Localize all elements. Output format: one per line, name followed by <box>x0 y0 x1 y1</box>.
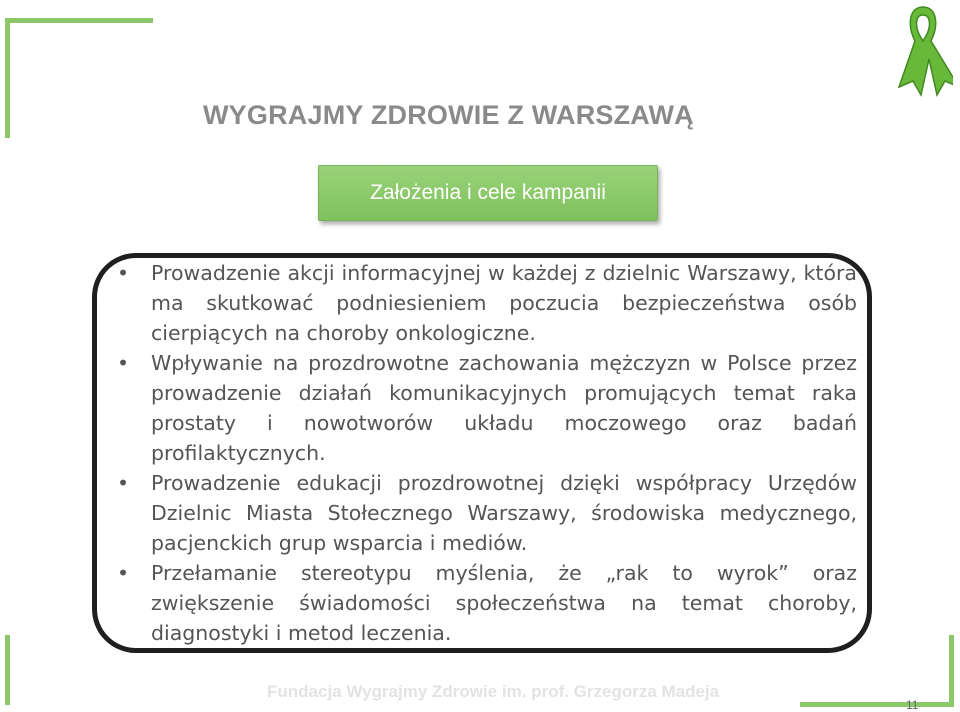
list-item <box>117 468 857 558</box>
corner-bracket-top-left-v <box>5 18 10 138</box>
subtitle-banner: Założenia i cele kampanii <box>318 165 658 221</box>
corner-bracket-bottom-right-v <box>949 635 954 707</box>
corner-bracket-top-left-h <box>5 18 153 23</box>
bullet-text: Przełamanie stereotypu myślenia, że „rak to wyrok” oraz zwiększenie świadomości społeczeństwa na temat choroby, diagnostyki i metod leczenia. <box>151 561 857 645</box>
bullet-text: Prowadzenie edukacji prozdrowotnej dzięki współpracy Urzędów Dzielnic Miasta Stołecznego Warszawy, środowiska medycznego, pacjenckich grup wsparcia i mediów. <box>151 471 857 555</box>
corner-bracket-bottom-right-h <box>800 702 954 707</box>
ribbon-icon <box>893 3 953 98</box>
slide-title: WYGRAJMY ZDROWIE Z WARSZAWĄ <box>203 100 694 130</box>
bullet-symbol: • <box>117 261 130 285</box>
bullet-list <box>117 258 857 648</box>
corner-bracket-bottom-left-v <box>5 635 10 705</box>
footer-text: Fundacja Wygrajmy Zdrowie im. prof. Grzegorza Madeja <box>267 682 720 701</box>
bullet-text: Prowadzenie akcji informacyjnej w każdej z dzielnic Warszawy, która ma skutkować podniesieniem poczucia bezpieczeństwa osób cierpiących na choroby onkologiczne. <box>151 261 857 345</box>
bullet-symbol: • <box>117 561 130 585</box>
list-item <box>117 558 857 648</box>
bullet-symbol: • <box>117 471 130 495</box>
bullet-symbol: • <box>117 351 130 375</box>
list-item <box>117 258 857 348</box>
list-item <box>117 348 857 468</box>
bullet-text: Wpływanie na prozdrowotne zachowania mężczyzn w Polsce przez prowadzenie działań komunikacyjnych promujących temat raka prostaty i nowotworów układu moczowego oraz badań profilaktycznych. <box>151 351 857 465</box>
page-number: 11 <box>906 698 919 712</box>
